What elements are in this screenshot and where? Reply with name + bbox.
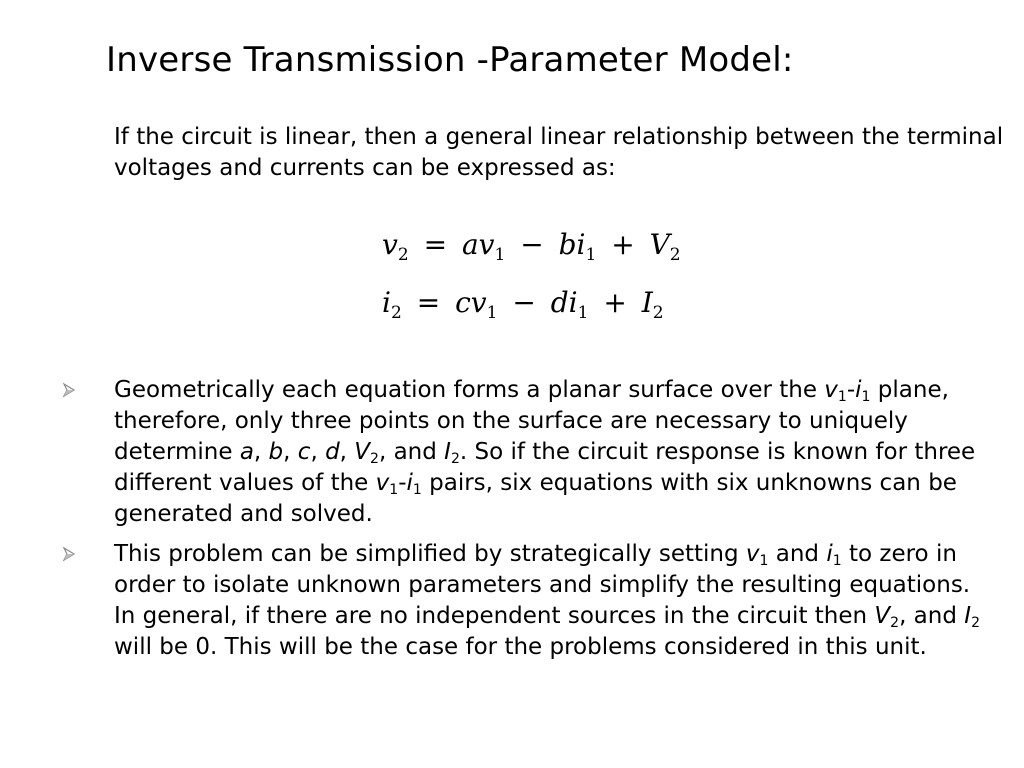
eq-term: I	[641, 286, 653, 319]
eq-sub: 1	[486, 303, 498, 323]
eq-term: di	[550, 286, 578, 319]
eq-sub: 2	[652, 303, 664, 323]
eq-operator: +	[611, 228, 635, 261]
slide-title: Inverse Transmission -Parameter Model:	[106, 40, 794, 80]
bullet-text: This problem can be simplified by strategically setting $v_1$ and $i_1$ to zero in order to isolate unknown parameters and simplify the resulting equations. In general, if there are no independent sources in the circuit then $V_2$, and $I_2$ will be 0. This will be the case for the problems considered in this unit.	[114, 541, 980, 660]
eq-sub: 1	[585, 245, 597, 265]
arrow-bullet-icon	[62, 382, 76, 398]
eq-lhs: v	[382, 228, 398, 261]
intro-text: If the circuit is linear, then a general linear relationship between the terminal voltages and currents can be expressed as:	[114, 124, 1004, 181]
equation-block	[382, 228, 681, 344]
eq-sub: 1	[577, 303, 589, 323]
eq-operator: −	[520, 228, 544, 261]
eq-lhs: i	[382, 286, 391, 319]
eq-term: cv	[455, 286, 487, 319]
eq-term: bi	[558, 228, 586, 261]
eq-term: av	[461, 228, 495, 261]
bullet-item	[0, 539, 1024, 663]
eq-operator: −	[512, 286, 536, 319]
bullet-list	[0, 375, 1024, 672]
equation-v2	[382, 228, 681, 286]
eq-equals: =	[416, 286, 441, 319]
eq-sub: 2	[397, 245, 409, 265]
equation-i2	[382, 286, 681, 344]
eq-equals: =	[423, 228, 448, 261]
eq-sub: 2	[390, 303, 402, 323]
eq-sub: 2	[669, 245, 681, 265]
eq-operator: +	[603, 286, 627, 319]
eq-term: V	[649, 228, 670, 261]
eq-sub: 1	[494, 245, 506, 265]
arrow-bullet-icon	[62, 546, 76, 562]
bullet-item	[0, 375, 1024, 530]
bullet-text: Geometrically each equation forms a planar surface over the $v_1-i_1$ plane, therefore, only three points on the surface are necessary to uniquely determine a, b, c, d, $V_2$, and $I_2$. So if the circuit response is known for three different values of the $v_1-i_1$ pairs, six equations with six unknowns can be generated and solved.	[114, 377, 976, 527]
